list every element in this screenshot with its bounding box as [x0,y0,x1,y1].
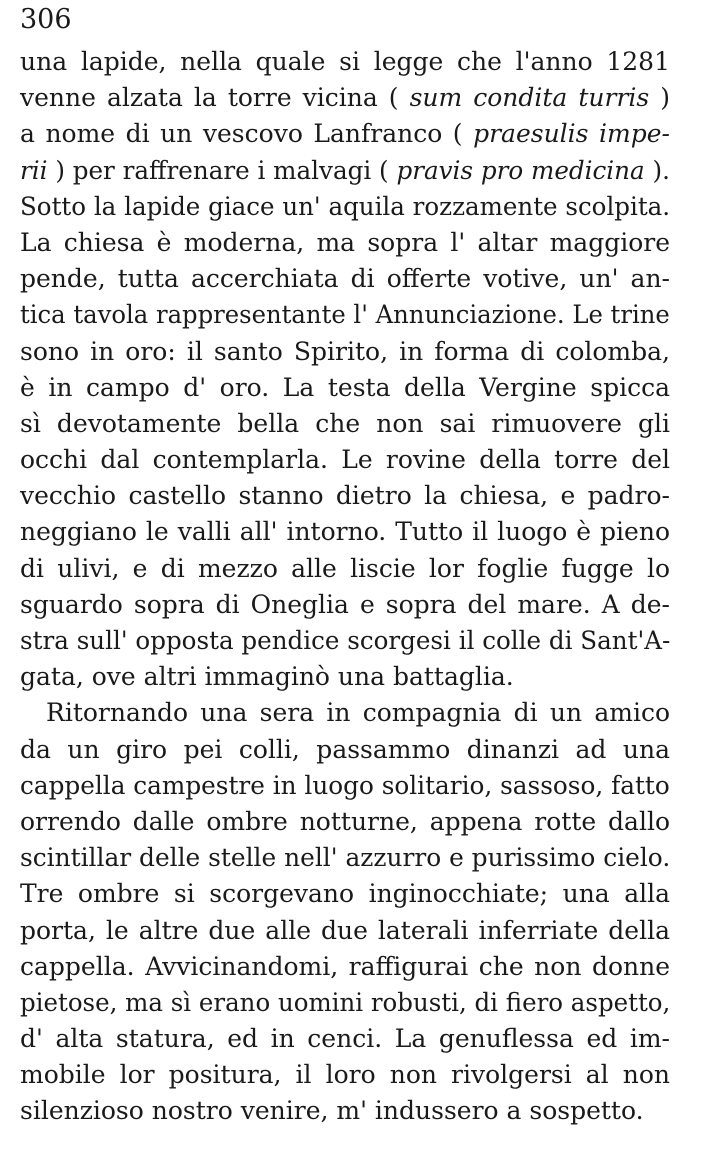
text-line [20,1093,670,1129]
text-line [20,442,670,478]
italic-text: sum condita turris [409,83,650,113]
text-line [20,1057,670,1093]
text-line [20,370,670,406]
text-line [20,985,670,1021]
text-segment: sono in oro: il santo Spirito, in forma di colomba, [20,336,670,366]
text-segment: Tre ombre si scorgevano inginocchiate; una alla [20,879,670,909]
text-line [20,659,670,695]
text-segment: venne alzata la torre vicina ( [20,83,410,113]
italic-text: pravis pro medicina [396,155,645,185]
text-line [20,116,670,152]
text-line [20,44,670,80]
text-line [20,695,670,731]
text-segment: sguardo sopra di Oneglia e sopra del mare. A de- [20,589,670,619]
italic-text: rii [20,155,48,185]
text-segment: ) per raffrenare i malvagi ( [47,155,397,185]
text-segment: orrendo dalle ombre notturne, appena rotte dallo [20,806,670,836]
text-segment: di ulivi, e di mezzo alle liscie lor foglie fugge lo [20,553,670,583]
text-line [20,804,670,840]
text-line [20,732,670,768]
text-line [20,334,670,370]
text-line [20,1021,670,1057]
text-segment: porta, le altre due alle due laterali inferriate della [20,915,670,945]
text-segment: d' alta statura, ed in cenci. La genuflessa ed im- [20,1024,670,1054]
text-line [20,478,670,514]
text-segment: una lapide, nella quale si legge che l'anno 1281 [20,47,670,76]
text-line [20,406,670,442]
text-line [20,297,670,333]
text-segment: cappella. Avvicinandomi, raffigurai che non donne [20,951,670,981]
text-segment: gata, ove altri immaginò una battaglia. [20,662,514,692]
paragraph [20,695,670,1129]
text-line [20,80,670,116]
paragraph [20,44,670,695]
italic-text: praesulis impe- [473,119,670,149]
text-segment: a nome di un vescovo Lanfranco ( [20,119,474,149]
text-line [20,913,670,949]
text-line [20,261,670,297]
text-segment: è in campo d' oro. La testa della Vergine spicca [20,372,670,402]
text-line [20,514,670,550]
text-segment: La chiesa è moderna, ma sopra l' altar maggiore [20,227,670,257]
text-segment: sì devotamente bella che non sai rimuovere gli [20,408,670,438]
text-line [20,551,670,587]
text-segment: scintillar delle stelle nell' azzurro e purissimo cielo. [20,843,671,873]
text-segment: pende, tutta accerchiata di offerte votive, un' an- [20,264,670,294]
text-segment: stra sull' opposta pendice scorgesi il colle di Sant'A- [20,626,671,655]
text-segment: ) [649,83,671,113]
text-segment: tica tavola rappresentante l' Annunciazione. Le trine [20,300,670,330]
text-segment: Ritornando una sera in compagnia di un amico [46,698,670,728]
text-line [20,876,670,912]
text-line [20,587,670,623]
text-line [20,623,670,659]
text-segment: cappella campestre in luogo solitario, sassoso, fatto [20,770,670,800]
text-line [20,768,670,804]
text-line [20,949,670,985]
text-segment: ). [644,155,670,185]
text-segment: vecchio castello stanno dietro la chiesa, e padro- [20,481,670,511]
text-segment: pietose, ma sì erano uomini robusti, di fiero aspetto, [20,987,671,1017]
text-line [20,840,670,876]
text-segment: silenzioso nostro venire, m' indussero a sospetto. [20,1096,644,1126]
body-text [20,44,670,1130]
page-number: 306 [20,4,72,35]
text-segment: mobile lor positura, il loro non rivolgersi al non [20,1060,670,1090]
text-line [20,153,670,189]
text-line [20,189,670,225]
text-segment: da un giro pei colli, passammo dinanzi ad una [20,734,670,764]
text-line [20,225,670,261]
text-segment: neggiano le valli all' intorno. Tutto il luogo è pieno [20,517,670,547]
text-segment: Sotto la lapide giace un' aquila rozzamente scolpita. [20,191,671,221]
text-segment: occhi dal contemplarla. Le rovine della torre del [20,445,670,475]
